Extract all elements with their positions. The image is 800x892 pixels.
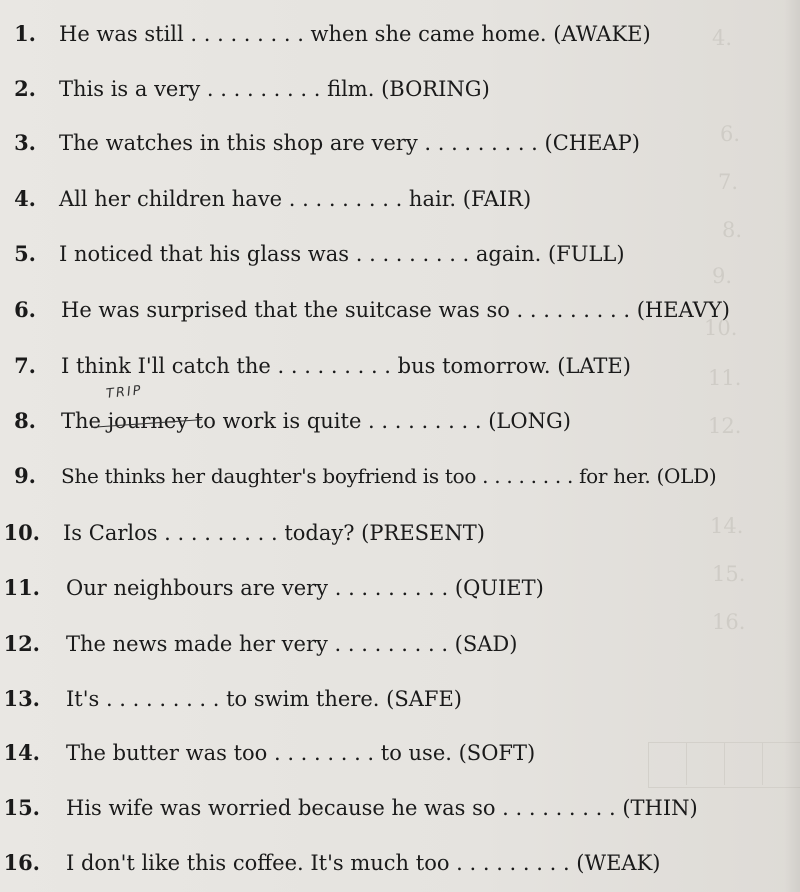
item-sentence: All her children have . . . . . . . . . hair. (FAIR) bbox=[59, 187, 532, 211]
item-sentence: I think I'll catch the . . . . . . . . . bus tomorrow. (LATE) bbox=[61, 354, 631, 378]
item-sentence: This is a very . . . . . . . . . film. (BORING) bbox=[59, 77, 490, 101]
handwritten-annotation: TRIP bbox=[105, 383, 144, 402]
item-sentence: Is Carlos . . . . . . . . . today? (PRESENT) bbox=[63, 521, 485, 545]
item-sentence: Our neighbours are very . . . . . . . . . (QUIET) bbox=[66, 576, 544, 600]
bleed-through-text: 4. bbox=[712, 26, 733, 50]
bleed-through-text: 7. bbox=[718, 170, 739, 194]
item-number: 14. bbox=[3, 740, 40, 765]
item-number: 2. bbox=[14, 76, 36, 101]
item-number: 6. bbox=[14, 297, 36, 322]
item-sentence: He was surprised that the suitcase was so . . . . . . . . . (HEAVY) bbox=[61, 298, 730, 322]
bleed-through-text: 11. bbox=[708, 366, 742, 390]
item-number: 4. bbox=[14, 186, 36, 211]
item-number: 11. bbox=[3, 575, 40, 600]
item-sentence: The news made her very . . . . . . . . . (SAD) bbox=[66, 632, 518, 656]
item-sentence: The watches in this shop are very . . . . . . . . . (CHEAP) bbox=[59, 131, 640, 155]
item-number: 13. bbox=[3, 686, 40, 711]
item-sentence: She thinks her daughter's boyfriend is too . . . . . . . . for her. (OLD) bbox=[61, 464, 717, 488]
item-number: 10. bbox=[3, 520, 40, 545]
bleed-through-text: 15. bbox=[712, 562, 746, 586]
bleed-through-text: 9. bbox=[712, 264, 733, 288]
item-number: 8. bbox=[14, 408, 36, 433]
item-sentence: I noticed that his glass was . . . . . . . . . again. (FULL) bbox=[59, 242, 625, 266]
bleed-through-text: 10. bbox=[704, 316, 738, 340]
item-number: 15. bbox=[3, 795, 40, 820]
item-sentence: His wife was worried because he was so . . . . . . . . . (THIN) bbox=[66, 796, 698, 820]
item-number: 9. bbox=[14, 463, 36, 488]
item-sentence: I don't like this coffee. It's much too . . . . . . . . . (WEAK) bbox=[66, 851, 661, 875]
item-number: 5. bbox=[14, 241, 36, 266]
item-sentence: He was still . . . . . . . . . when she came home. (AWAKE) bbox=[59, 22, 651, 46]
bleed-through-text: 14. bbox=[710, 514, 744, 538]
item-sentence: The butter was too . . . . . . . . to use. (SOFT) bbox=[66, 741, 536, 765]
item-number: 1. bbox=[14, 21, 36, 46]
item-sentence: It's . . . . . . . . . to swim there. (SAFE) bbox=[66, 687, 462, 711]
bleed-through-text: 16. bbox=[712, 610, 746, 634]
item-number: 16. bbox=[3, 850, 40, 875]
bleed-through-text: 8. bbox=[722, 218, 743, 242]
item-number: 7. bbox=[14, 353, 36, 378]
item-number: 3. bbox=[14, 130, 36, 155]
item-sentence: The journey to work is quite . . . . . . . . . (LONG) bbox=[61, 409, 571, 433]
bleed-through-text: 6. bbox=[720, 122, 741, 146]
item-number: 12. bbox=[3, 631, 40, 656]
bleed-through-text: 12. bbox=[708, 414, 742, 438]
